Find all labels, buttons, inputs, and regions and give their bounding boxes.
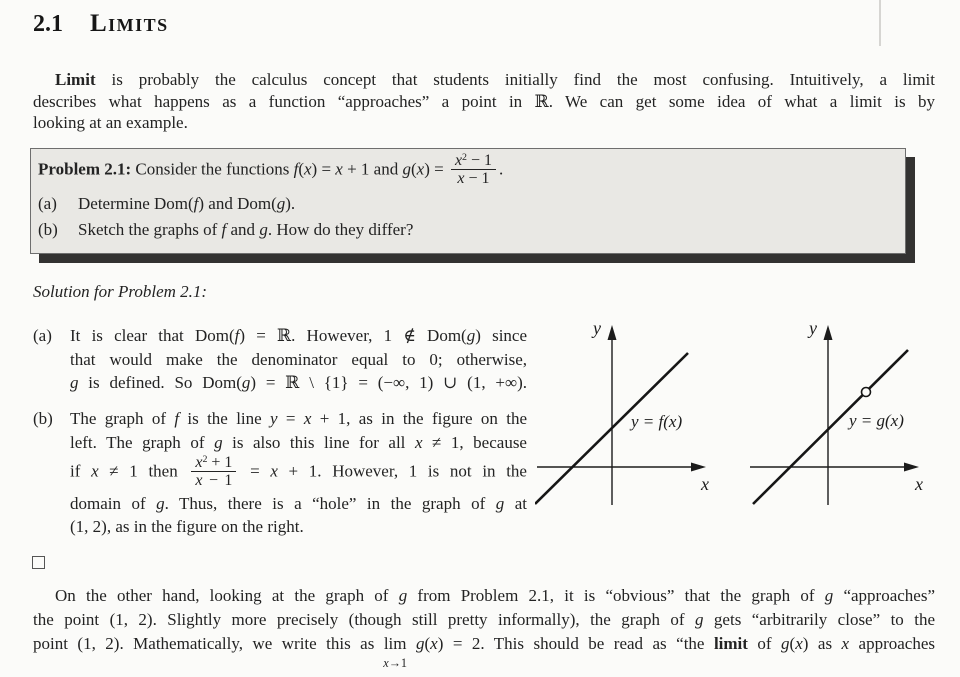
curve-label-f: y = f(x): [631, 412, 683, 431]
x-axis-label: x: [701, 474, 709, 494]
curve-label-g: y = g(x): [849, 411, 904, 430]
figure-g-graph: [740, 312, 940, 517]
text-line: looking at an example.: [33, 113, 188, 132]
text-line: The graph of f is the line y = x + 1, as in the figure on the: [70, 409, 527, 428]
text-line: It is clear that Dom(f) = ℝ. However, 1 ∉ Dom(g) since: [70, 326, 528, 345]
y-axis-label: y: [809, 318, 817, 338]
intro-paragraph: [33, 69, 935, 134]
solution-part-b: [33, 407, 527, 539]
section-number: 2.1: [33, 11, 63, 37]
text-line: (1, 2), as in the figure on the right.: [70, 517, 304, 536]
text-line: if x ≠ 1 then $\frac{x^2 + 1}{x - 1}$ = x + 1. However, 1 is not in the: [70, 454, 527, 490]
solution-part-a-label: (a): [33, 326, 52, 345]
problem-item-a-label: (a): [38, 193, 57, 213]
section-header: [33, 10, 169, 38]
text-line: the point (1, 2). Slightly more precisely (though still pretty informally), the graph of g gets “arbitrarily close” to the: [33, 610, 935, 629]
x-axis-arrow-icon: [904, 463, 919, 472]
closing-paragraph: [33, 584, 936, 670]
problem-item-b-text: Sketch the graphs of f and g. How do they differ?: [78, 219, 414, 239]
y-axis-label: y: [593, 318, 601, 338]
solution-part-a-text: [70, 324, 527, 395]
problem-item-b: [38, 217, 895, 243]
text-line: Limit is probably the calculus concept that students initially find the most confusing. Intuitively, a limit: [55, 70, 935, 89]
text-line: domain of g. Thus, there is a “hole” in the graph of g at: [70, 493, 527, 513]
section-title: Limits: [90, 10, 169, 37]
problem-box: [30, 148, 906, 254]
problem-item-a: [38, 191, 895, 217]
y-axis-arrow-icon: [608, 325, 617, 340]
scan-artifact: [879, 0, 881, 46]
problem-item-b-label: (b): [38, 219, 58, 239]
text-line: g is defined. So Dom(g) = ℝ \ {1} = (−∞, 1) ∪ (1, +∞).: [70, 373, 528, 392]
text-line: On the other hand, looking at the graph of g from Problem 2.1, it is “obvious” that the graph of g “approaches”: [55, 586, 935, 605]
y-axis-arrow-icon: [824, 325, 833, 340]
problem-title: Problem 2.1: Consider the functions f(x) = x + 1 and g(x) = $\frac{x^2 - 1}{x - 1}$ .: [38, 152, 504, 188]
x-axis-arrow-icon: [691, 463, 706, 472]
solution-part-b-text: [70, 407, 527, 539]
text-line: left. The graph of g is also this line for all x ≠ 1, because: [70, 432, 527, 452]
figure-f-graph: [535, 312, 727, 517]
x-axis-label: x: [915, 474, 923, 494]
text-line: point (1, 2). Mathematically, we write this as lim x→1 g(x) = 2. This should be read as “the limit of g(x) as x approaches: [33, 634, 936, 670]
text-line: describes what happens as a function “approaches” a point in ℝ. We can get some idea of what a limit is by: [33, 91, 935, 111]
solution-part-b-label: (b): [33, 409, 53, 428]
end-of-solution-marker: [32, 556, 45, 569]
problem-item-a-text: Determine Dom(f) and Dom(g).: [78, 193, 296, 213]
hole-marker: [862, 388, 871, 397]
solution-heading: Solution for Problem 2.1:: [33, 282, 208, 301]
text-line: that would make the denominator equal to 0; otherwise,: [70, 349, 527, 369]
solution-part-a: [33, 324, 527, 395]
